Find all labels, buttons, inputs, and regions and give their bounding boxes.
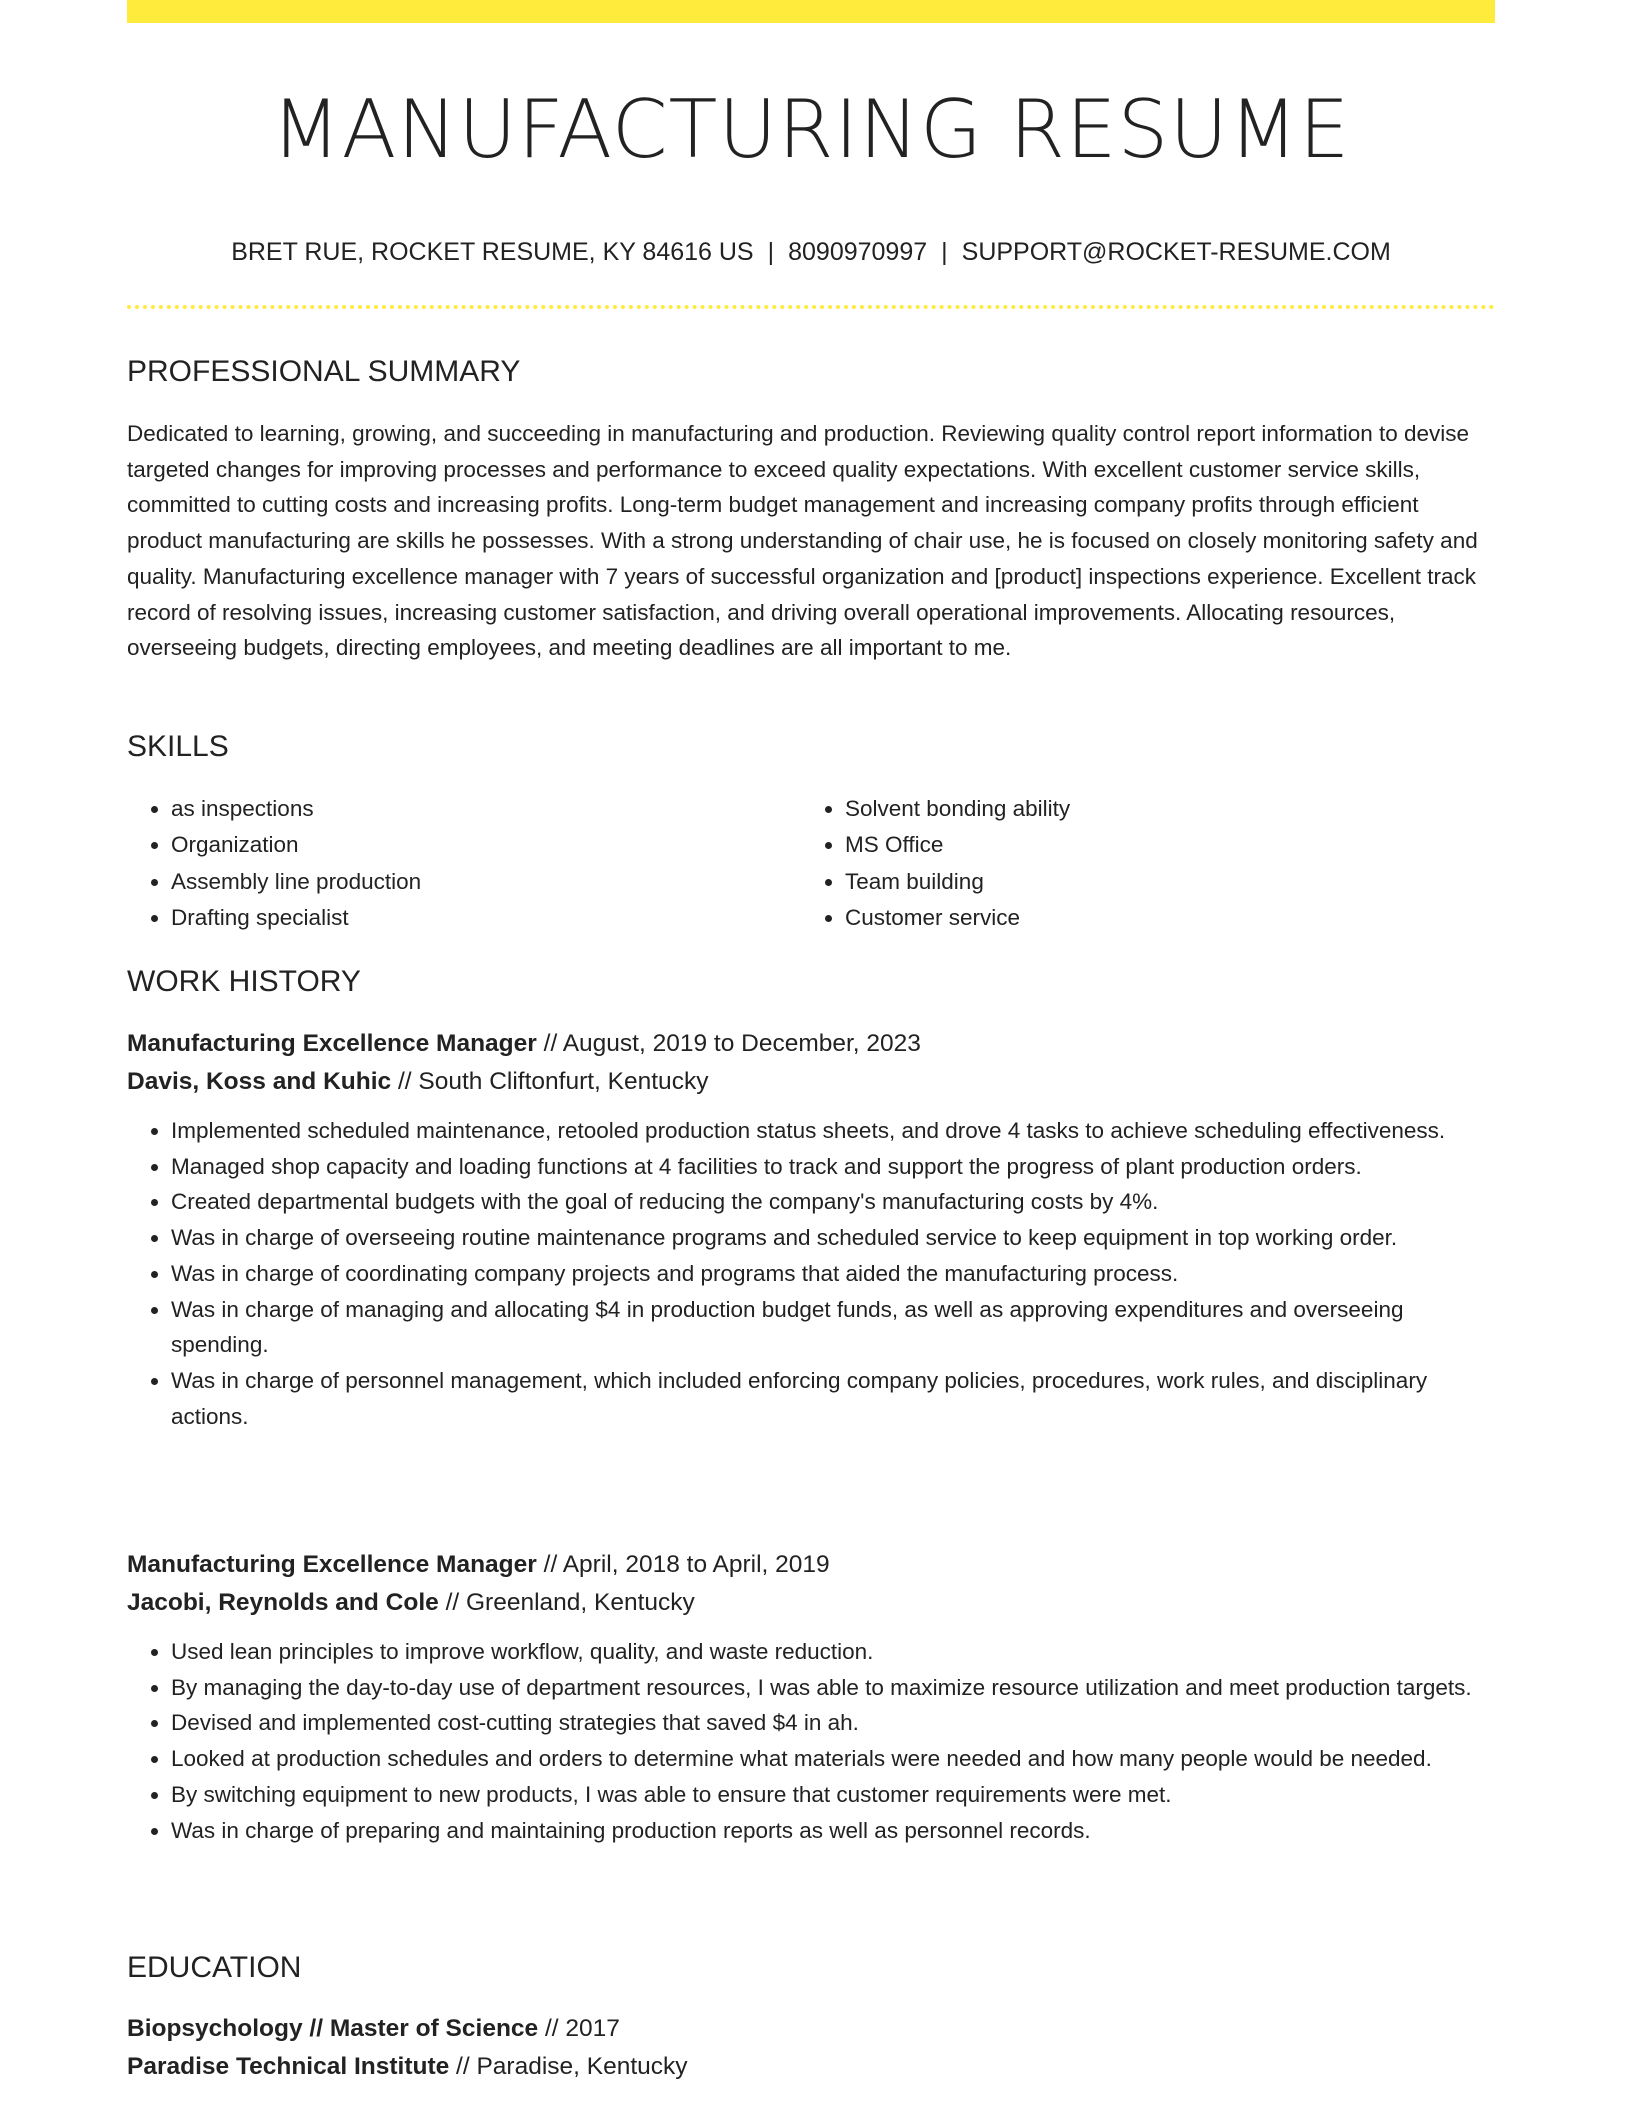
education-school: Paradise Technical Institute	[127, 2053, 450, 2080]
contact-address: BRET RUE, ROCKET RESUME, KY 84616 US	[231, 238, 754, 266]
education-degree: Biopsychology // Master of Science	[127, 2015, 539, 2042]
education-location: // Paradise, Kentucky	[456, 2053, 688, 2080]
education-heading: EDUCATION	[127, 1951, 302, 1984]
education-year: // 2017	[544, 2015, 620, 2042]
contact-email: SUPPORT@ROCKET-RESUME.COM	[961, 238, 1391, 266]
job-bullets	[127, 1113, 1495, 1434]
skill-item: • Organization	[171, 827, 801, 863]
education-entry	[127, 2010, 1495, 2086]
job-company: Davis, Koss and Kuhic	[127, 1068, 392, 1095]
skill-item: • Team building	[845, 864, 1475, 900]
job-location: // Greenland, Kentucky	[445, 1589, 695, 1616]
skill-item: • Customer service	[845, 900, 1475, 936]
skill-item: • Solvent bonding ability	[845, 791, 1475, 827]
summary-text: Dedicated to learning, growing, and succeeding in manufacturing and production. Reviewing quality control report information to devise targeted changes for improving processes and performance to exceed quality expectations. With excellent customer service skills, committed to cutting costs and increasing profits. Long-term budget management and increasing company profits through efficient product manufacturing are skills he possesses. With a strong understanding of chair use, he is focused on closely monitoring safety and quality. Manufacturing excellence manager with 7 years of successful organization and [product] inspections experience. Excellent track record of resolving issues, increasing customer satisfaction, and driving overall operational improvements. Allocating resources, overseeing budgets, directing employees, and meeting deadlines are all important to me.	[127, 421, 1478, 661]
job-company-line	[127, 1584, 1495, 1622]
contact-separator: |	[941, 238, 948, 266]
contact-phone: 8090970997	[788, 238, 928, 266]
education-degree-line	[127, 2010, 1495, 2048]
skill-item: • as inspections	[171, 791, 801, 827]
job-bullet: • Used lean principles to improve workflow, quality, and waste reduction.	[171, 1634, 1495, 1670]
job-location: // South Cliftonfurt, Kentucky	[397, 1068, 709, 1095]
job-bullet: • Looked at production schedules and orders to determine what materials were needed and how many people would be needed.	[171, 1741, 1495, 1777]
job-bullet: • By switching equipment to new products, I was able to ensure that customer requirements were met.	[171, 1777, 1495, 1813]
job-bullet: • Was in charge of managing and allocating $4 in production budget funds, as well as approving expenditures and overseeing spending.	[171, 1292, 1495, 1363]
accent-top-bar	[127, 0, 1495, 23]
resume-title: MANUFACTURING RESUME	[271, 83, 1351, 176]
job-entry	[127, 1025, 1495, 1434]
skills-heading: SKILLS	[127, 730, 229, 763]
job-bullet: • Created departmental budgets with the goal of reducing the company's manufacturing costs by 4%.	[171, 1184, 1495, 1220]
job-title-line	[127, 1025, 1495, 1063]
job-role: Manufacturing Excellence Manager	[127, 1030, 537, 1057]
job-company-line	[127, 1063, 1495, 1101]
job-entry	[127, 1546, 1495, 1848]
skill-item: • Drafting specialist	[171, 900, 801, 936]
contact-line	[127, 236, 1495, 268]
job-bullet: • Managed shop capacity and loading functions at 4 facilities to track and support the progress of plant production orders.	[171, 1149, 1495, 1185]
job-company: Jacobi, Reynolds and Cole	[127, 1589, 439, 1616]
job-bullet: • Implemented scheduled maintenance, retooled production status sheets, and drove 4 tasks to achieve scheduling effectiveness.	[171, 1113, 1495, 1149]
skill-item: • MS Office	[845, 827, 1475, 863]
contact-separator: |	[767, 238, 775, 266]
job-bullets	[127, 1634, 1495, 1848]
job-dates: // April, 2018 to April, 2019	[543, 1551, 830, 1578]
dotted-divider	[127, 305, 1495, 309]
job-bullet: • By managing the day-to-day use of department resources, I was able to maximize resource utilization and meet production targets.	[171, 1670, 1495, 1706]
skill-item: • Assembly line production	[171, 864, 801, 900]
job-bullet: • Devised and implemented cost-cutting strategies that saved $4 in ah.	[171, 1705, 1495, 1741]
skills-list	[127, 791, 1495, 936]
education-school-line	[127, 2048, 1495, 2086]
job-title-line	[127, 1546, 1495, 1584]
job-bullet: • Was in charge of personnel management, which included enforcing company policies, procedures, work rules, and disciplinary actions.	[171, 1363, 1495, 1434]
job-bullet: • Was in charge of coordinating company projects and programs that aided the manufacturing process.	[171, 1256, 1495, 1292]
job-role: Manufacturing Excellence Manager	[127, 1551, 537, 1578]
job-bullet: • Was in charge of overseeing routine maintenance programs and scheduled service to keep equipment in top working order.	[171, 1220, 1495, 1256]
skills-column-left	[127, 791, 801, 936]
work-history-heading: WORK HISTORY	[127, 965, 361, 998]
skills-column-right	[801, 791, 1475, 936]
summary-heading: PROFESSIONAL SUMMARY	[127, 355, 521, 388]
job-dates: // August, 2019 to December, 2023	[543, 1030, 921, 1057]
job-bullet: • Was in charge of preparing and maintaining production reports as well as personnel records.	[171, 1813, 1495, 1849]
